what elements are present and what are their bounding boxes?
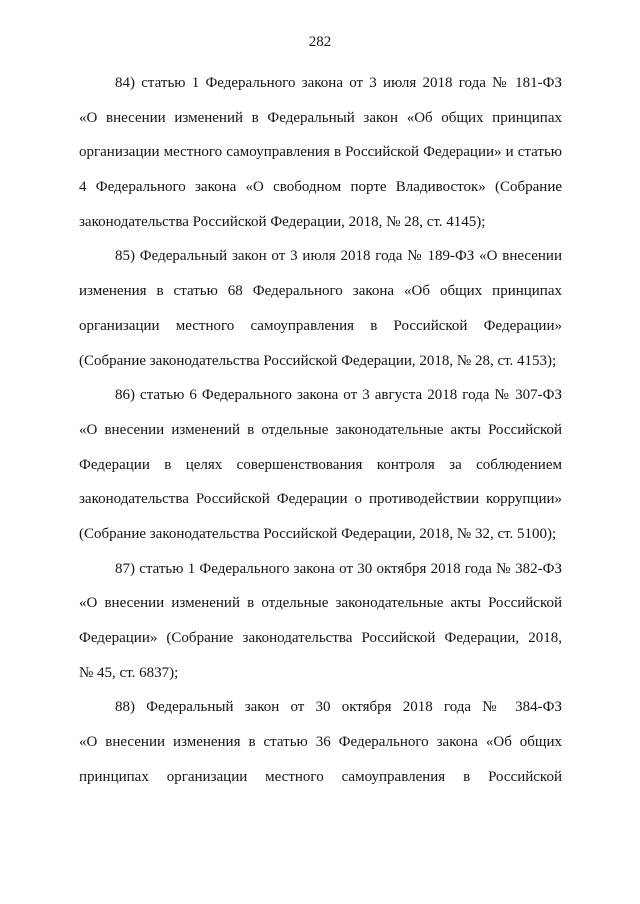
paragraph-85 (79, 239, 562, 378)
text-line: Федерации в целях совершенствования контроля за соблюдением (79, 456, 562, 473)
text-line: 87) статью 1 Федерального закона от 30 октября 2018 года № 382-ФЗ (115, 560, 562, 577)
paragraph-84 (79, 66, 562, 239)
text-line: «О внесении изменений в отдельные законодательные акты Российской (79, 421, 562, 438)
text-line: законодательства Российской Федерации, 2018, № 28, ст. 4145); (79, 213, 486, 230)
page-number: 282 (308, 34, 332, 50)
text-line: организации местного самоуправления в Российской Федерации» и статью (79, 144, 562, 161)
text-line: 85) Федеральный закон от 3 июля 2018 года № 189-ФЗ «О внесении (115, 248, 562, 265)
text-line: принципах организации местного самоуправления в Российской (79, 768, 562, 785)
text-line: законодательства Российской Федерации о противодействии коррупции» (79, 491, 562, 508)
text-line: организации местного самоуправления в Российской Федерации» (79, 317, 562, 334)
text-line: Федерации» (Собрание законодательства Российской Федерации, 2018, (79, 630, 562, 646)
text-line: 84) статью 1 Федерального закона от 3 июля 2018 года № 181-ФЗ (115, 75, 562, 91)
text-line: изменения в статью 68 Федерального закона «Об общих принципах (79, 283, 562, 300)
text-line: № 45, ст. 6837); (79, 664, 179, 681)
paragraph-88 (79, 690, 562, 794)
text-line: «О внесении изменений в отдельные законодательные акты Российской (79, 595, 562, 612)
document-body (79, 66, 562, 794)
text-line: 4 Федерального закона «О свободном порте Владивосток» (Собрание (79, 179, 562, 196)
paragraph-87 (79, 552, 562, 691)
text-line: (Собрание законодательства Российской Федерации, 2018, № 32, ст. 5100); (79, 525, 557, 542)
text-line: 88) Федеральный закон от 30 октября 2018 года № 384-ФЗ (115, 699, 562, 716)
text-line: «О внесении изменений в Федеральный закон «Об общих принципах (79, 109, 562, 126)
text-line: 86) статью 6 Федерального закона от 3 августа 2018 года № 307-ФЗ (115, 387, 562, 404)
paragraph-86 (79, 378, 562, 551)
text-line: (Собрание законодательства Российской Федерации, 2018, № 28, ст. 4153); (79, 352, 557, 369)
text-line: «О внесении изменения в статью 36 Федерального закона «Об общих (79, 734, 562, 751)
